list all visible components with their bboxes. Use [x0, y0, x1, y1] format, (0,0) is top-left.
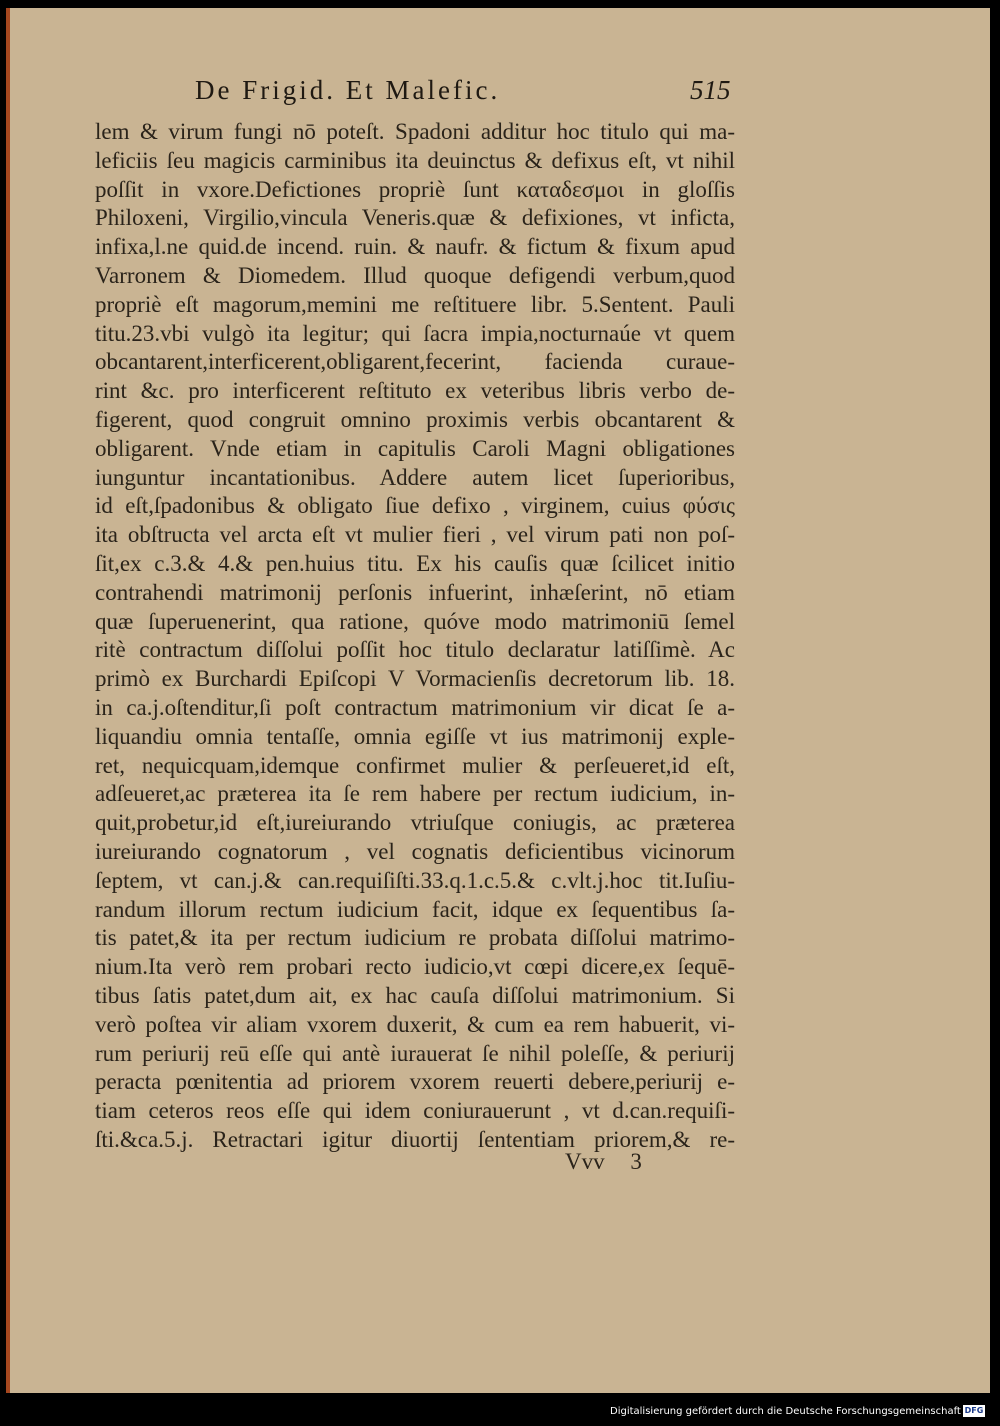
text-line: quæ ſuperuenerint, qua ratione, quóve modo matrimoniū ſemel — [95, 608, 735, 634]
text-line: adſeueret,ac præterea ita ſe rem habere per rectum iudicium, in- — [95, 781, 735, 807]
text-line: peracta pœnitentia ad priorem vxorem reuerti debere,periurij e- — [95, 1069, 735, 1095]
text-line: in ca.j.oſtenditur,ſi poſt contractum matrimonium vir dicat ſe a- — [95, 694, 735, 720]
text-line: contrahendi matrimonij perſonis infuerint, inhæſerint, nō etiam — [95, 579, 735, 605]
text-line: tiam ceteros reos eſſe qui idem coniurauerunt , vt d.can.requiſi- — [95, 1098, 735, 1124]
text-line: figerent, quod congruit omnino proximis verbis obcantarent & — [95, 406, 735, 432]
signature-mark: Vvv 3 — [565, 1149, 642, 1174]
text-line: ritè contractum diſſolui poſſit hoc titulo declaratur latiſſimè. Ac — [95, 637, 735, 663]
funding-credit: Digitalisierung gefördert durch die Deutsche Forschungsgemeinschaft — [610, 1406, 961, 1417]
text-line: Philoxeni, Virgilio,vincula Veneris.quæ & defixiones, vt inficta, — [95, 205, 735, 231]
text-line: infixa,l.ne quid.de incend. ruin. & naufr. & fictum & fixum apud — [95, 234, 735, 260]
text-line: lem & virum fungi nō poteſt. Spadoni additur hoc titulo qui ma- — [95, 119, 735, 144]
text-line: ita obſtructa vel arcta eſt vt mulier fieri , vel virum pati non poſ- — [95, 522, 735, 548]
text-line: tis patet,& ita per rectum iudicium re probata diſſolui matrimo- — [95, 925, 735, 951]
text-line: nium.Ita verò rem probari recto iudicio,vt cœpi dicere,ex ſequē- — [95, 954, 735, 980]
text-line: propriè eſt magorum,memini me reſtituere libr. 5.Sentent. Pauli — [95, 291, 735, 317]
text-line: id eſt,ſpadonibus & obligato ſiue defixo , virginem, cuius φύσις — [95, 493, 735, 519]
text-line: tibus ſatis patet,dum ait, ex hac cauſa diſſolui matrimonium. Si — [95, 982, 735, 1008]
text-line: ſti.&ca.5.j. Retractari igitur diuortij ſententiam priorem,& re- — [95, 1126, 735, 1152]
text-line: randum illorum rectum iudicium facit, idque ex ſequentibus ſa- — [95, 896, 735, 922]
text-line: poſſit in vxore.Defictiones propriè ſunt καταδεσμοι in gloſſis — [95, 176, 735, 202]
text-line: ret, nequicquam,idemque confirmet mulier & perſeueret,id eſt, — [95, 752, 735, 778]
text-line: ſeptem, vt can.j.& can.requiſiſti.33.q.1.c.5.& c.vlt.j.hoc tit.Iuſiu- — [95, 867, 735, 893]
text-line: liquandiu omnia tentaſſe, omnia egiſſe vt ius matrimonij exple- — [95, 723, 735, 749]
text-line: rum periurij reū eſſe qui antè iurauerat ſe nihil poleſſe, & periurij — [95, 1040, 735, 1066]
text-line: iureiurando cognatorum , vel cognatis deficientibus vicinorum — [95, 838, 735, 864]
page-number: 515 — [690, 75, 731, 105]
text-line: primò ex Burchardi Epiſcopi V Vormacienſis decretorum lib. 18. — [95, 666, 735, 692]
text-line: ſit,ex c.3.& 4.& pen.huius titu. Ex his cauſis quæ ſcilicet initio — [95, 550, 735, 576]
running-title: De Frigid. Et Malefic. — [195, 75, 501, 105]
text-line: verò poſtea vir aliam vxorem duxerit, & cum ea rem habuerit, vi- — [95, 1011, 735, 1037]
text-line: obcantarent,interficerent,obligarent,fecerint, facienda curaue- — [95, 349, 735, 375]
text-line: quit,probetur,id eſt,iureiurando vtriuſque coniugis, ac præterea — [95, 810, 735, 836]
text-line: leficiis ſeu magicis carminibus ita deuinctus & defixus eſt, vt nihil — [95, 147, 735, 173]
body-text — [95, 118, 735, 1155]
text-line: Varronem & Diomedem. Illud quoque defigendi verbum,quod — [95, 262, 735, 288]
text-line: iunguntur incantationibus. Addere autem licet ſuperioribus, — [95, 464, 735, 490]
text-line: rint &c. pro interficerent reſtituto ex veteribus libris verbo de- — [95, 378, 735, 404]
text-line: titu.23.vbi vulgò ita legitur; qui ſacra impia,nocturnaúe vt quem — [95, 320, 735, 346]
text-line: obligarent. Vnde etiam in capitulis Caroli Magni obligationes — [95, 435, 735, 461]
dfg-logo-icon: DFG — [964, 1406, 984, 1415]
